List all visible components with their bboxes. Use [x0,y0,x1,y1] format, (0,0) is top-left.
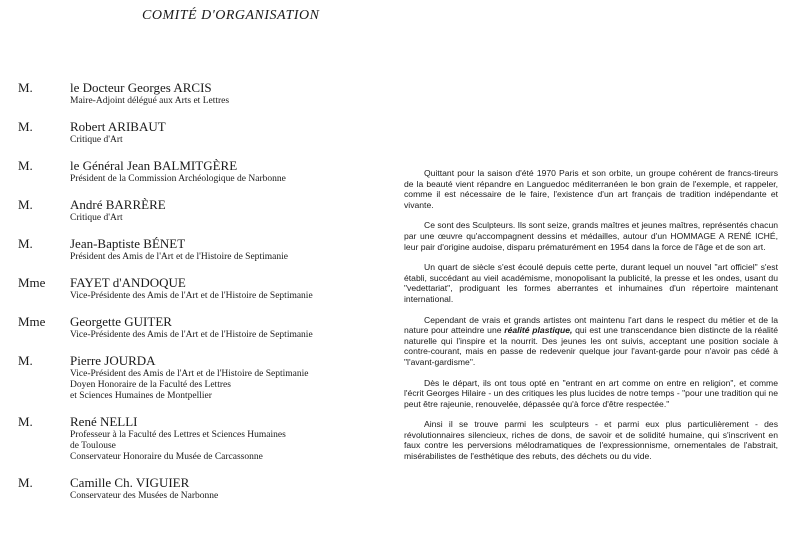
member-name: Camille Ch. VIGUIER [70,475,190,490]
member-name: Robert ARIBAUT [70,119,166,134]
member-entry [18,275,398,302]
paragraph [404,220,778,252]
member-title: Mme [18,314,46,329]
member-name: Jean-Baptiste BÉNET [70,236,186,251]
member-title: M. [18,414,33,429]
member-title: M. [18,236,33,251]
member-title: M. [18,158,33,173]
member-role: Critique d'Art [70,213,123,223]
member-role: Vice-Présidente des Amis de l'Art et de l'Histoire de Septimanie [70,291,313,301]
member-name: Pierre JOURDA [70,353,156,368]
member-entry [18,197,398,224]
paragraph-text: Dès le départ, ils ont tous opté en "entrant en art comme on entre en religion", et comme l'écrit Georges Hilaire - un des critiques les plus lucides de notre temps - "pour une tradition qui ne peut être rajeunie, renouvelée, dépassée qu'à force d'être respectée." [404,377,778,409]
paragraph-text: qui est une transcendance bien distincte de la réalité naturelle qui l'inspire et la nourrit. Des jeunes les ont suivis, acceptant une position sociale à contre-courant, mais en passe de redevenir quelque jour l'avant-garde pour n'avoir pas cédé à "l'avant-gardisme". [404,325,778,367]
member-name: FAYET d'ANDOQUE [70,275,186,290]
body-text [404,168,778,472]
emphasis-text: réalité plastique, [504,325,573,336]
member-role: Président des Amis de l'Art et de l'Histoire de Septimanie [70,252,288,262]
paragraph [404,378,778,410]
paragraph-text: Ainsi il se trouve parmi les sculpteurs - et parmi eux plus particulièrement - des révolutionnaires silencieux, riches de dons, de savoir et de solidité humaine, qui s'inscrivent en faux contre les perversions mélodramatiques de l'expressionnisme, ornementales de l'abstrait, misérabilistes de l'esthétique des rebuts, des déchets ou du vide. [404,419,778,462]
member-role: de Toulouse [70,441,116,451]
member-title: M. [18,197,33,212]
paragraph [404,262,778,304]
paragraph [404,315,778,368]
paragraph-text: Un quart de siècle s'est écoulé depuis cette perte, durant lequel un nouvel "art officiel" s'est établi, succédant au vieil académisme, monopolisant la publicité, la presse et les ondes, usant du "vedettariat", prodiguant les formes aberrantes et inhumaines d'un répertoire maintenant international. [404,262,778,304]
member-entry [18,353,398,402]
member-name: le Général Jean BALMITGÈRE [70,158,238,173]
member-title: M. [18,80,33,95]
member-name: René NELLI [70,414,138,429]
paragraph-text: Ce sont des Sculpteurs. Ils sont seize, grands maîtres et jeunes maîtres, représentés chacun par une œuvre qu'accompagnent dessins et médailles, autour d'un HOMMAGE A RENÉ ICHÉ, leur pair d'origine audoise, disparu prématurément en 1954 dans la force de l'âge et de son art. [404,220,778,252]
member-entry [18,475,398,502]
member-role: Professeur à la Faculté des Lettres et Sciences Humaines [70,430,286,440]
member-role: Doyen Honoraire de la Faculté des Lettres [70,380,231,390]
member-entry [18,236,398,263]
member-entry [18,119,398,146]
page-title: COMITÉ D'ORGANISATION [142,8,320,23]
member-entry [18,80,398,107]
member-entry [18,414,398,463]
member-name: André BARRÈRE [70,197,166,212]
member-role: Vice-Présidente des Amis de l'Art et de l'Histoire de Septimanie [70,330,313,340]
member-title: M. [18,353,33,368]
member-title: M. [18,119,33,134]
paragraph [404,168,778,210]
member-role: Critique d'Art [70,135,123,145]
paragraph-text: Quittant pour la saison d'été 1970 Paris et son orbite, un groupe cohérent de francs-tireurs de la beauté vient répandre en Languedoc méditerranéen le bon grain de l'exemple, et rappeler, comme il est nécessaire de le faire, l'existence d'un art français de tradition indépendante et vivante. [404,168,778,210]
member-name: le Docteur Georges ARCIS [70,80,212,95]
member-entry [18,158,398,185]
member-entry [18,314,398,341]
paragraph-text: Cependant de vrais et grands artistes ont maintenu l'art dans le respect du métier et de la nature pour atteindre une [404,314,778,336]
paragraph [404,419,778,461]
member-role: Conservateur Honoraire du Musée de Carcassonne [70,452,263,462]
member-role: Conservateur des Musées de Narbonne [70,491,219,501]
member-title: Mme [18,275,46,290]
member-name: Georgette GUITER [70,314,172,329]
member-role: Maire-Adjoint délégué aux Arts et Lettres [70,96,230,106]
member-role: Vice-Président des Amis de l'Art et de l'Histoire de Septimanie [70,369,309,379]
member-list [18,80,398,514]
member-role: et Sciences Humaines de Montpellier [70,391,212,401]
member-title: M. [18,475,33,490]
member-role: Président de la Commission Archéologique de Narbonne [70,174,286,184]
